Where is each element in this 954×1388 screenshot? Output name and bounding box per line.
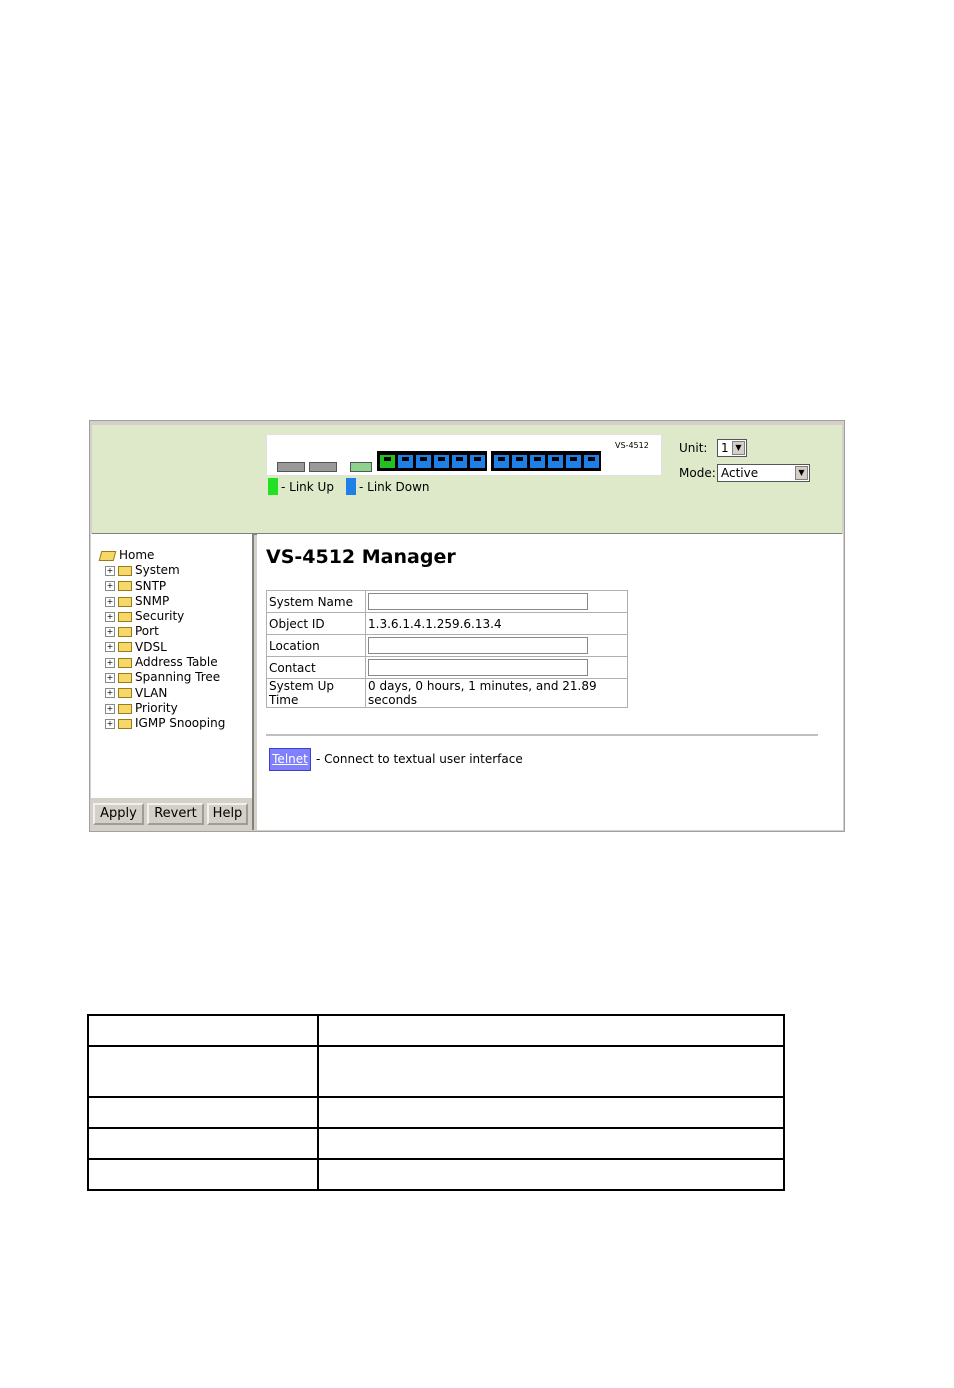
object-id-value: 1.3.6.1.4.1.259.6.13.4 (366, 613, 628, 635)
sidebar-item-sntp[interactable] (100, 579, 225, 594)
port-icon[interactable] (470, 455, 485, 468)
revert-button[interactable]: Revert (147, 803, 204, 825)
expand-icon[interactable]: + (106, 703, 114, 713)
port-icon[interactable] (530, 455, 545, 468)
table-row (88, 1097, 784, 1128)
location-field[interactable] (368, 637, 588, 654)
port-icon[interactable] (398, 455, 413, 468)
link-up-swatch (268, 478, 278, 495)
location-cell (366, 635, 628, 657)
sidebar-item-spanning-tree[interactable] (100, 670, 225, 685)
sidebar-item-label: Address Table (135, 655, 218, 670)
port-icon[interactable] (566, 455, 581, 468)
legend-link-down-label: - Link Down (359, 479, 430, 494)
sidebar-item-priority[interactable] (100, 701, 225, 716)
expand-icon[interactable]: + (106, 642, 114, 652)
sidebar-item-label: VLAN (135, 685, 168, 700)
folder-icon (118, 612, 132, 622)
sidebar-item-label: Priority (135, 700, 178, 715)
folder-icon (118, 597, 132, 607)
port-icon[interactable] (584, 455, 599, 468)
contact-label: Contact (267, 657, 366, 679)
expand-icon[interactable]: + (106, 718, 114, 728)
switch-front-panel[interactable] (266, 434, 662, 476)
sidebar-item-label: Home (119, 548, 155, 562)
contact-cell (366, 657, 628, 679)
table-cell (318, 1015, 784, 1046)
system-up-time-value: 0 days, 0 hours, 1 minutes, and 21.89 seconds (366, 679, 628, 708)
table-row (88, 1046, 784, 1097)
unit-select-value: 1 (721, 441, 729, 455)
expand-icon[interactable]: + (106, 565, 114, 575)
folder-icon (118, 642, 132, 652)
table-cell (88, 1159, 318, 1190)
sidebar-item-label: Security (135, 609, 185, 624)
legend-link-up (268, 478, 334, 495)
sidebar-item-label: Port (135, 624, 159, 639)
port-icon[interactable] (494, 455, 509, 468)
table-cell (88, 1046, 318, 1097)
page-title: VS-4512 Manager (266, 546, 456, 568)
sidebar-item-label: SNTP (135, 578, 167, 593)
folder-icon (118, 673, 132, 683)
divider (266, 734, 818, 736)
sidebar-item-label: IGMP Snooping (135, 716, 226, 731)
sidebar-item-security[interactable] (100, 609, 225, 624)
folder-icon (118, 688, 132, 698)
port-icon[interactable] (434, 455, 449, 468)
system-name-field[interactable] (368, 593, 588, 610)
folder-icon (118, 581, 132, 591)
empty-table (87, 1014, 785, 1191)
sidebar-item-system[interactable] (100, 563, 225, 578)
expand-icon[interactable]: + (106, 611, 114, 621)
table-row (267, 679, 628, 708)
sidebar-item-label: Spanning Tree (135, 670, 221, 685)
folder-icon (118, 627, 132, 637)
table-cell (318, 1097, 784, 1128)
sidebar-item-address-table[interactable] (100, 655, 225, 670)
sfp-port-icon[interactable] (277, 462, 305, 472)
sidebar-item-label: System (135, 563, 180, 578)
location-label: Location (267, 635, 366, 657)
expand-icon[interactable]: + (106, 657, 114, 667)
table-row (267, 591, 628, 613)
expand-icon[interactable]: + (106, 627, 114, 637)
table-cell (88, 1128, 318, 1159)
table-row (88, 1128, 784, 1159)
mode-select[interactable] (717, 464, 810, 482)
expand-icon[interactable]: + (106, 596, 114, 606)
expand-icon[interactable]: + (106, 673, 114, 683)
table-row (267, 613, 628, 635)
system-up-time-label: System Up Time (267, 679, 366, 708)
sidebar-item-vdsl[interactable] (100, 640, 225, 655)
expand-icon[interactable]: + (106, 581, 114, 591)
mode-label: Mode: (679, 466, 716, 480)
port-icon[interactable] (380, 455, 395, 468)
chevron-down-icon[interactable]: ▼ (732, 441, 745, 455)
folder-icon (118, 566, 132, 576)
port-icon[interactable] (416, 455, 431, 468)
system-name-cell (366, 591, 628, 613)
sidebar-item-label: VDSL (135, 639, 167, 654)
sfp-port-icon[interactable] (350, 462, 372, 472)
legend-link-down (346, 478, 430, 495)
chevron-down-icon[interactable]: ▼ (795, 466, 808, 480)
folder-icon (118, 704, 132, 714)
sfp-port-icon[interactable] (309, 462, 337, 472)
system-name-label: System Name (267, 591, 366, 613)
sidebar-item-snmp[interactable] (100, 594, 225, 609)
port-icon[interactable] (512, 455, 527, 468)
telnet-description: - Connect to textual user interface (316, 752, 523, 766)
help-button[interactable]: Help (207, 803, 248, 825)
port-group-2 (491, 451, 601, 471)
system-info-table (266, 590, 628, 708)
sidebar-item-label: SNMP (135, 593, 170, 608)
table-row (267, 635, 628, 657)
table-cell (318, 1128, 784, 1159)
sidebar-item-vlan[interactable] (100, 686, 225, 701)
nav-tree (100, 548, 225, 732)
expand-icon[interactable]: + (106, 688, 114, 698)
port-icon[interactable] (452, 455, 467, 468)
open-folder-icon (99, 551, 117, 561)
table-row (88, 1015, 784, 1046)
folder-icon (118, 658, 132, 668)
legend-link-up-label: - Link Up (281, 479, 334, 494)
unit-select[interactable] (717, 439, 747, 457)
contact-field[interactable] (368, 659, 588, 676)
sidebar-item-port[interactable] (100, 624, 225, 639)
table-row (88, 1159, 784, 1190)
folder-icon (118, 719, 132, 729)
model-label: VS-4512 (615, 441, 649, 450)
mode-select-value: Active (721, 466, 759, 480)
link-down-swatch (346, 478, 356, 495)
port-icon[interactable] (548, 455, 563, 468)
table-cell (88, 1015, 318, 1046)
telnet-link[interactable]: Telnet (269, 748, 311, 771)
object-id-label: Object ID (267, 613, 366, 635)
table-cell (318, 1159, 784, 1190)
unit-label: Unit: (679, 441, 708, 455)
apply-button[interactable]: Apply (93, 803, 144, 825)
port-group-1 (377, 451, 487, 471)
table-cell (88, 1097, 318, 1128)
table-cell (318, 1046, 784, 1097)
sidebar-item-igmp-snooping[interactable] (100, 716, 225, 731)
table-row (267, 657, 628, 679)
sidebar-item-home[interactable] (100, 548, 225, 563)
